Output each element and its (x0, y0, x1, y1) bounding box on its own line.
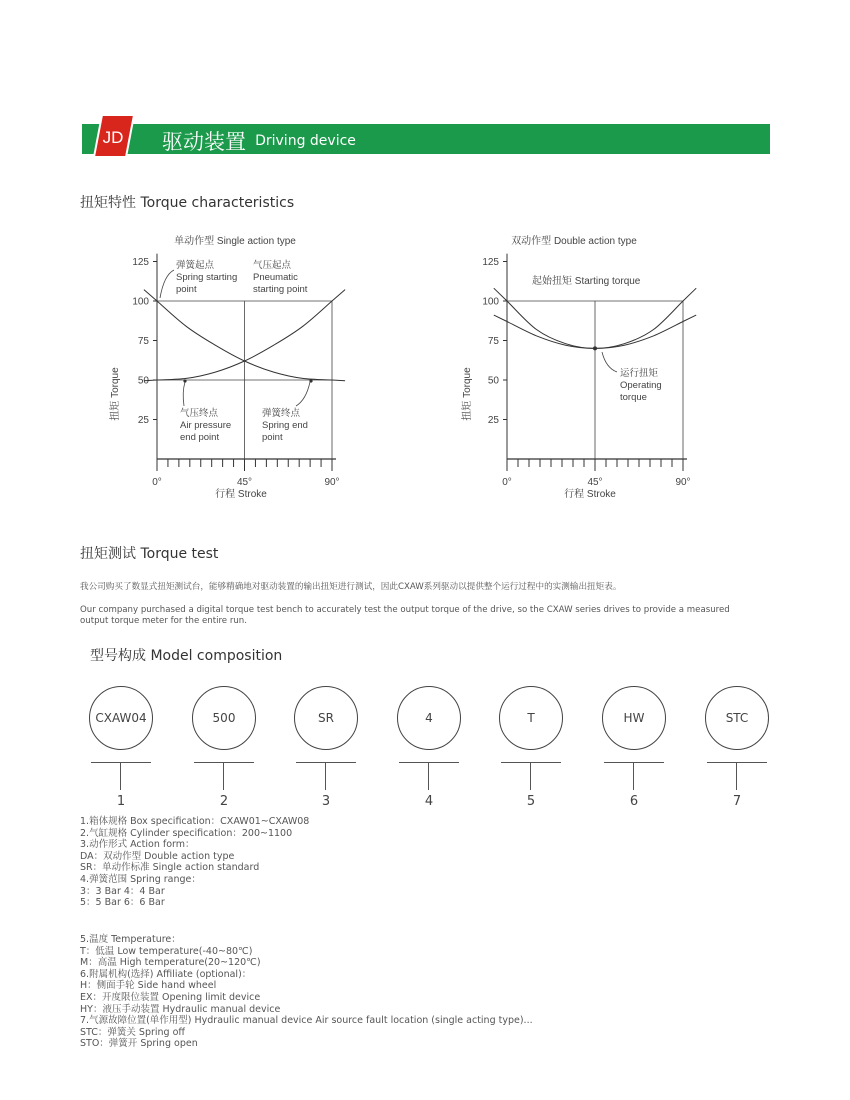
x-tick-label: 90° (675, 477, 691, 488)
model-position-number: 4 (424, 794, 434, 809)
y-tick-label: 75 (137, 336, 149, 347)
double-action-chart (460, 234, 696, 500)
note-line: DA：双动作型 Double action type (80, 850, 235, 862)
model-position-number: 1 (116, 794, 126, 809)
ann-air-end: 气压终点 Air pressure end point (180, 408, 232, 443)
note-line: SR：单动作标准 Single action standard (80, 862, 260, 874)
operating-point (593, 346, 597, 350)
note-line: STO：弹簧开 Spring open (80, 1038, 198, 1050)
model-code-circle: T (499, 686, 563, 750)
x-axis-label: 行程 Stroke (564, 489, 616, 500)
y-tick-label: 100 (132, 296, 149, 308)
ann-spring-end: 弹簧终点 Spring end point (262, 408, 308, 443)
header-title-en: Driving device (255, 133, 356, 149)
torque-charts (0, 0, 850, 520)
note-line: 3：3 Bar 4：4 Bar (80, 885, 165, 897)
model-bracket (91, 762, 151, 792)
note-line: EX：开度限位装置 Opening limit device (80, 991, 261, 1003)
note-line: T：低温 Low temperature(-40~80℃) (80, 945, 253, 957)
torque-characteristics-title: 扭矩特性 Torque characteristics (80, 195, 295, 211)
y-tick-label: 25 (487, 415, 499, 426)
torque-test-para-cn: 我公司购买了数显式扭矩测试台，能够精确地对驱动装置的输出扭矩进行测试，因此CXAW系列驱动以提供整个运行过程中的实测输出扭矩表。 (80, 582, 622, 592)
note-line: 4.弹簧范围 Spring range： (80, 873, 201, 885)
note-line: H：侧面手轮 Side hand wheel (80, 980, 217, 992)
model-position-number: 6 (629, 794, 639, 809)
x-tick-label: 90° (324, 477, 340, 488)
model-position-number: 3 (321, 794, 331, 809)
notes-part-a (80, 816, 309, 909)
note-line: 7.气源故障位置(单作用型) Hydraulic manual device Air source fault location (single acting type)... (80, 1015, 533, 1027)
y-tick-label: 75 (487, 336, 499, 347)
y-tick-label: 100 (482, 296, 499, 308)
model-code-circle: CXAW04 (89, 686, 153, 750)
y-tick-label: 50 (137, 375, 149, 387)
y-axis-label: 扭矩 Torque (110, 367, 121, 421)
model-position-number: 2 (219, 794, 229, 809)
model-bracket (399, 762, 459, 792)
header-title-cn: 驱动装置 (162, 130, 246, 154)
note-line: HY：液压手动装置 Hydraulic manual device (80, 1003, 281, 1015)
y-axis-label: 扭矩 Torque (462, 367, 473, 421)
model-code-circle: SR (294, 686, 358, 750)
notes-part-b (80, 934, 533, 1050)
x-tick-label: 45° (236, 477, 253, 488)
x-axis-label: 行程 Stroke (215, 489, 267, 500)
model-code-circle: 500 (192, 686, 256, 750)
note-line: STC：弹簧关 Spring off (80, 1026, 185, 1038)
model-bracket (501, 762, 561, 792)
x-tick-label: 45° (587, 477, 603, 488)
note-line: 5：5 Bar 6：6 Bar (80, 897, 165, 909)
logo-text: JD (102, 128, 124, 147)
y-tick-label: 125 (132, 257, 149, 268)
single-chart-title: 单动作型 Single action type (174, 236, 296, 247)
model-composition-title: 型号构成 Model composition (90, 648, 283, 664)
note-line: 6.附属机构(选择) Affiliate (optional)： (80, 968, 252, 980)
torque-test-para-en: Our company purchased a digital torque test bench to accurately test the output torque of the drive, so the CXAW series drives to provide a measured output torque meter for the entire run. (80, 605, 730, 626)
model-bracket (707, 762, 767, 792)
ann-operating-torque: 运行扭矩 Operating torque (620, 368, 662, 403)
model-bracket (604, 762, 664, 792)
y-tick-label: 125 (482, 257, 499, 268)
y-tick-label: 25 (137, 415, 149, 426)
ann-pneumatic-start: 气压起点 Pneumatic starting point (253, 260, 308, 295)
model-code-circle: HW (602, 686, 666, 750)
ann-spring-start: 弹簧起点 Spring starting point (176, 260, 238, 295)
model-position-number: 5 (526, 794, 536, 809)
x-tick-label: 0° (152, 477, 162, 488)
note-line: 2.气缸规格 Cylinder specification：200~1100 (80, 827, 293, 839)
double-chart-title: 双动作型 Double action type (511, 236, 637, 247)
model-bracket (296, 762, 356, 792)
model-code-circle: 4 (397, 686, 461, 750)
single-action-chart (108, 234, 345, 500)
y-tick-label: 50 (487, 375, 499, 387)
model-position-number: 7 (732, 794, 742, 809)
note-line: 3.动作形式 Action form： (80, 839, 195, 851)
note-line: 1.箱体规格 Box specification：CXAW01~CXAW08 (80, 816, 310, 827)
x-tick-label: 0° (502, 477, 512, 488)
torque-test-title: 扭矩测试 Torque test (80, 546, 219, 562)
model-code-circle: STC (705, 686, 769, 750)
note-line: M：高温 High temperature(20~120℃) (80, 957, 261, 969)
model-bracket (194, 762, 254, 792)
note-line: 5.温度 Temperature： (80, 934, 181, 945)
ann-starting-torque: 起始扭矩 Starting torque (532, 276, 641, 287)
